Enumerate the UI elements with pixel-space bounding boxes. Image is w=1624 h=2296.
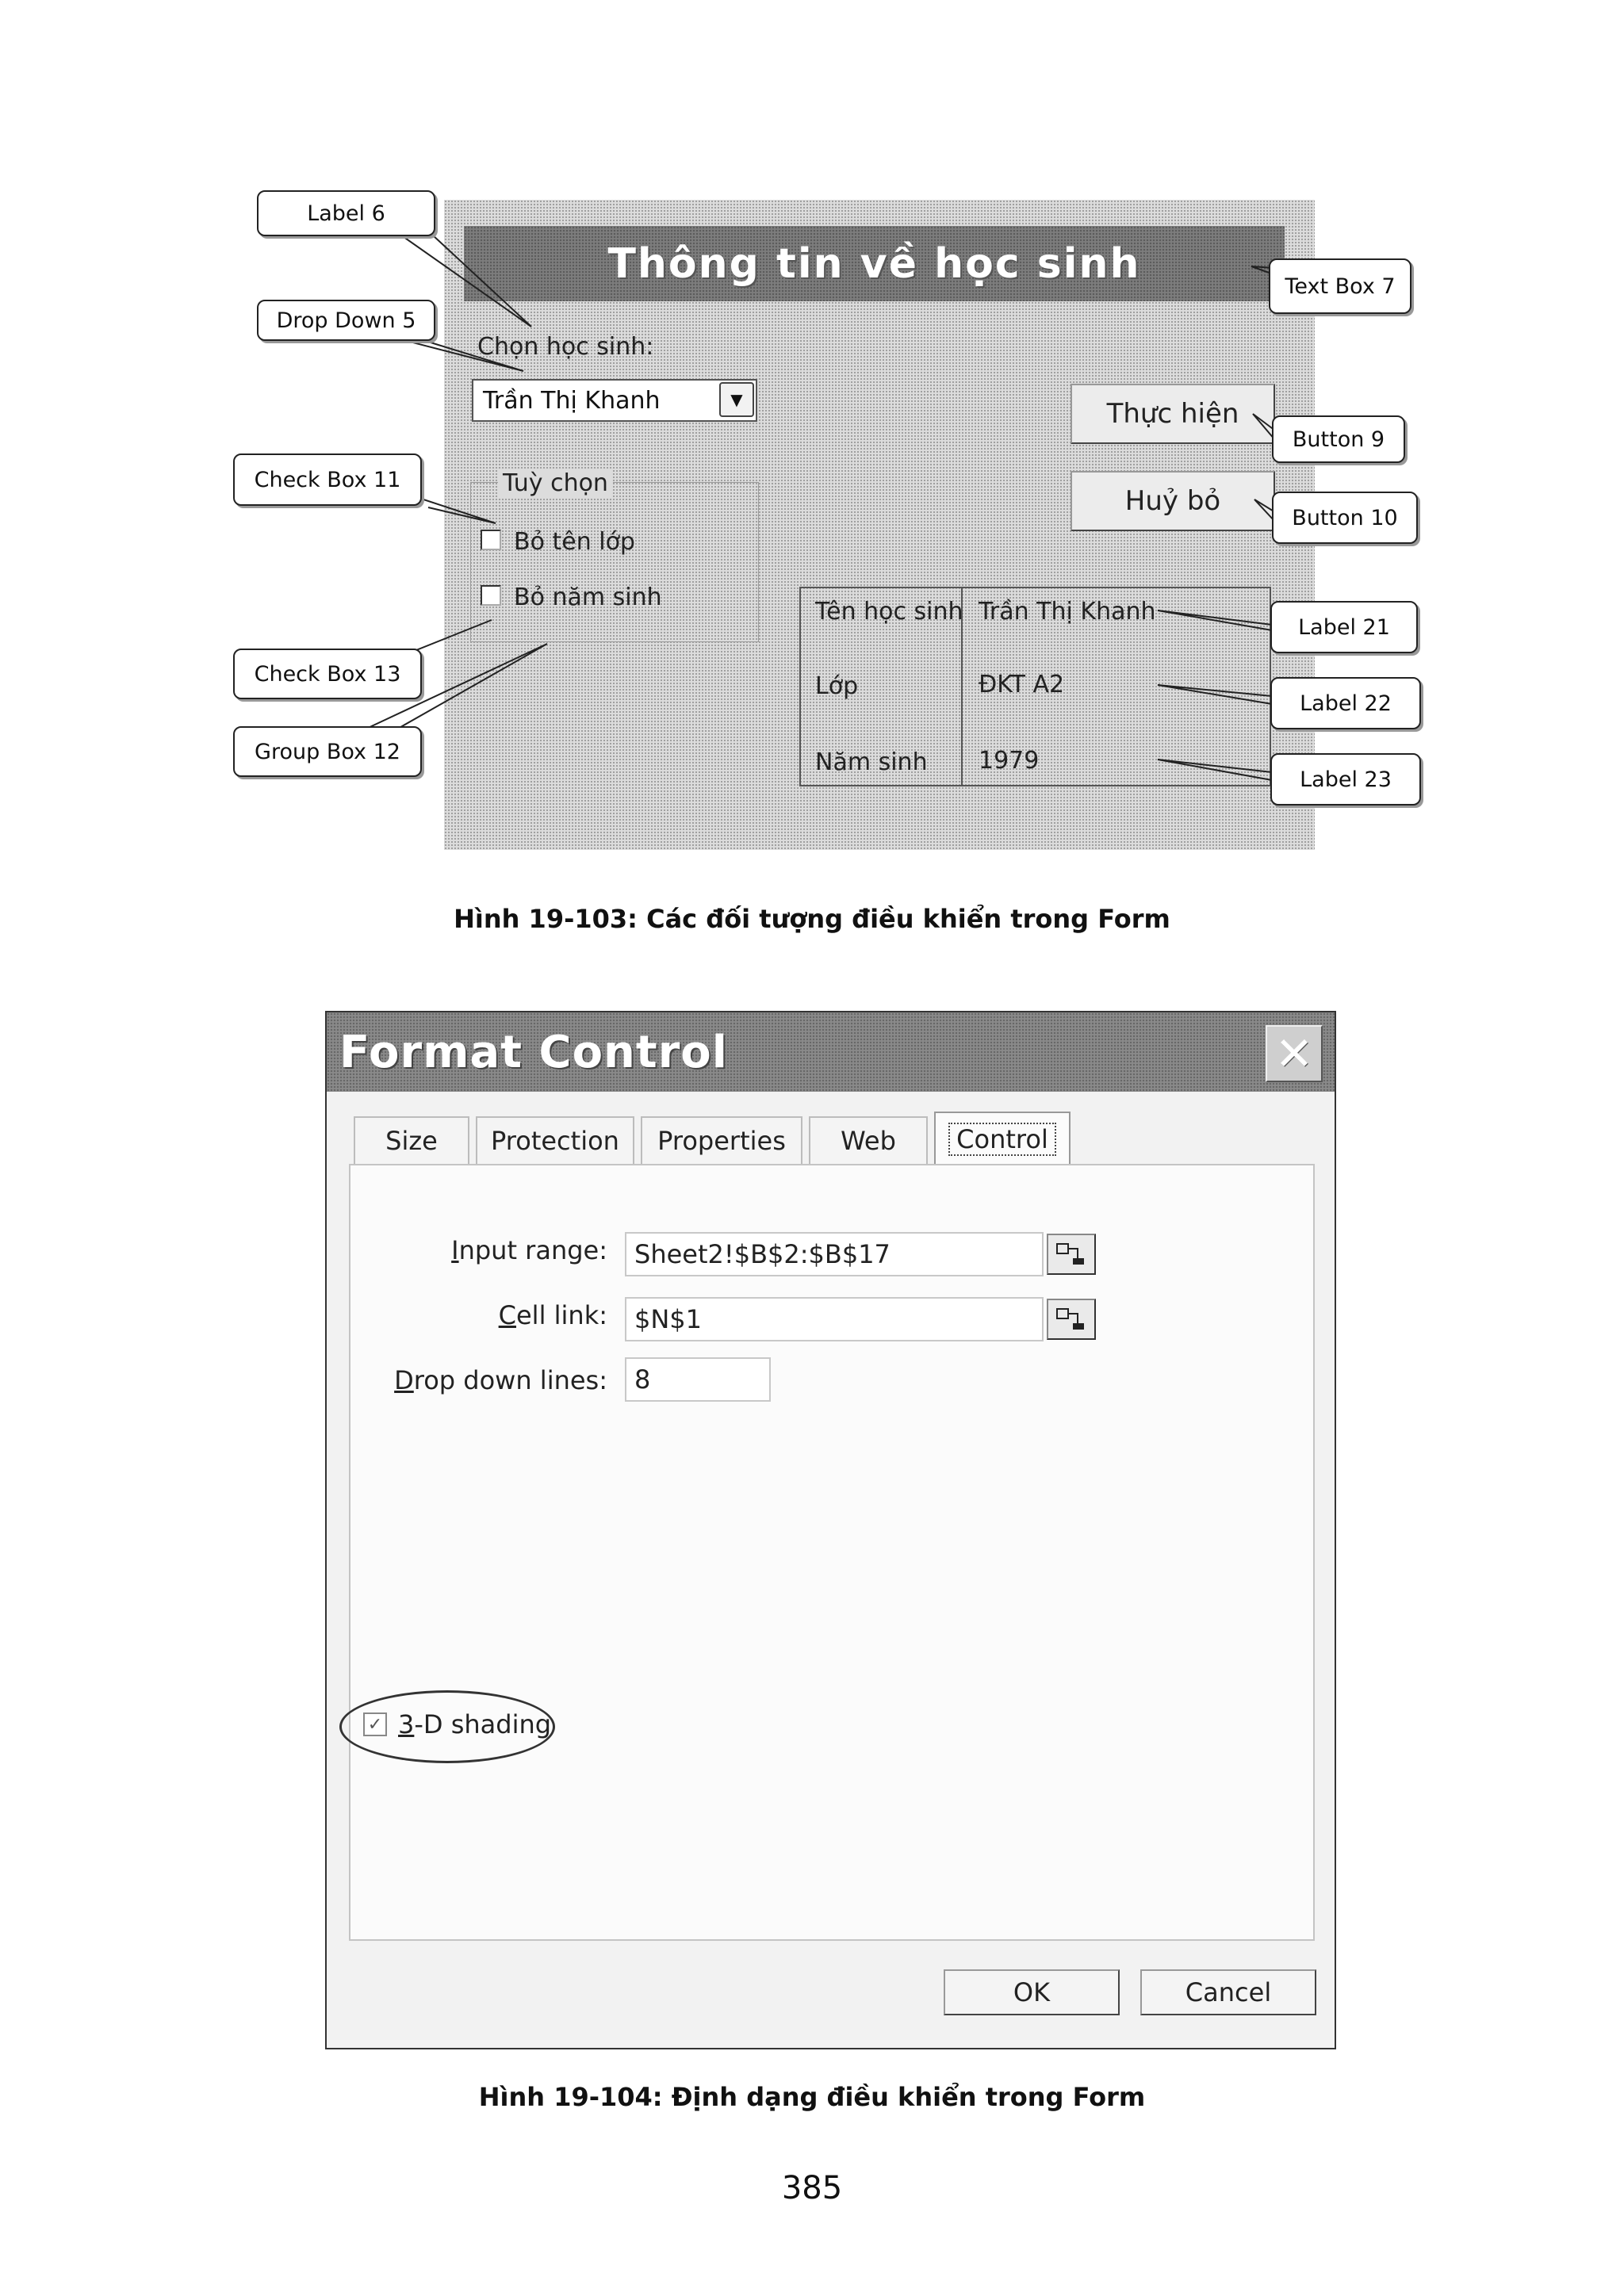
callout-label-23: Label 23 [1270,753,1421,806]
student-dropdown[interactable] [472,379,757,422]
figure-2-caption: Hình 19-104: Định dạng điều khiển trong Form [478,2082,1146,2112]
table-label-name: Tên học sinh [815,598,963,626]
tab-protection[interactable]: Protection [476,1116,634,1164]
control-tab-panel [349,1164,1315,1941]
callout-label-21: Label 21 [1270,601,1418,653]
collapse-dialog-icon[interactable] [1047,1299,1096,1340]
callout-text-box-7: Text Box 7 [1269,258,1411,314]
remove-class-label: Bỏ tên lớp [514,528,635,556]
tab-size[interactable]: Size [354,1116,469,1164]
collapse-dialog-icon[interactable] [1047,1234,1096,1275]
input-range-field[interactable]: Sheet2!$B$2:$B$17 [625,1232,1044,1276]
3d-shading-checkbox[interactable]: ✓ [363,1712,387,1736]
options-group-box [470,482,759,642]
tab-control[interactable]: Control [934,1112,1071,1165]
range-select-icon [1055,1307,1087,1332]
page-number: 385 [781,2170,843,2206]
ok-button[interactable]: OK [944,1969,1120,2015]
tab-web[interactable]: Web [809,1116,928,1164]
student-dropdown-value: Trần Thị Khanh [483,386,661,415]
close-icon[interactable]: ✕ [1266,1025,1323,1082]
chevron-down-icon[interactable]: ▼ [719,382,754,417]
remove-class-checkbox[interactable] [481,530,501,550]
table-label-class: Lớp [815,672,859,700]
cell-link-field[interactable]: $N$1 [625,1297,1044,1341]
table-value-class: ĐKT A2 [979,671,1065,698]
figure-1-caption: Hình 19-103: Các đối tượng điều khiển trong Form [454,904,1170,934]
callout-button-9: Button 9 [1272,415,1405,463]
callout-label-22: Label 22 [1270,677,1421,729]
tab-properties[interactable]: Properties [641,1116,802,1164]
cancel-button[interactable]: Cancel [1140,1969,1316,2015]
select-student-label: Chọn học sinh: [477,333,654,361]
remove-birthyear-checkbox[interactable] [481,585,501,606]
drop-down-lines-field[interactable]: 8 [625,1357,771,1402]
title-banner-text: Thông tin về học sinh [607,239,1141,288]
execute-button[interactable]: Thực hiện [1071,384,1275,444]
dialog-title: Format Control [339,1027,728,1078]
callout-drop-down-5: Drop Down 5 [257,300,435,341]
table-value-name: Trần Thị Khanh [979,598,1156,626]
cell-link-label: Cell link: [498,1300,607,1330]
group-box-title: Tuỳ chọn [498,469,613,497]
input-range-label: Input range: [451,1235,607,1265]
callout-label-6: Label 6 [257,190,435,236]
callout-check-box-13: Check Box 13 [233,649,422,699]
table-label-birthyear: Năm sinh [815,748,928,776]
callout-group-box-12: Group Box 12 [233,726,422,777]
3d-shading-label: 3-D shading [398,1709,552,1739]
title-banner [464,226,1285,301]
range-select-icon [1055,1242,1087,1267]
remove-birthyear-label: Bỏ năm sinh [514,584,662,611]
callout-button-10: Button 10 [1272,492,1418,544]
table-value-birthyear: 1979 [979,747,1040,775]
cancel-form-button[interactable]: Huỷ bỏ [1071,471,1275,531]
drop-down-lines-label: Drop down lines: [394,1365,607,1395]
callout-check-box-11: Check Box 11 [233,453,422,506]
